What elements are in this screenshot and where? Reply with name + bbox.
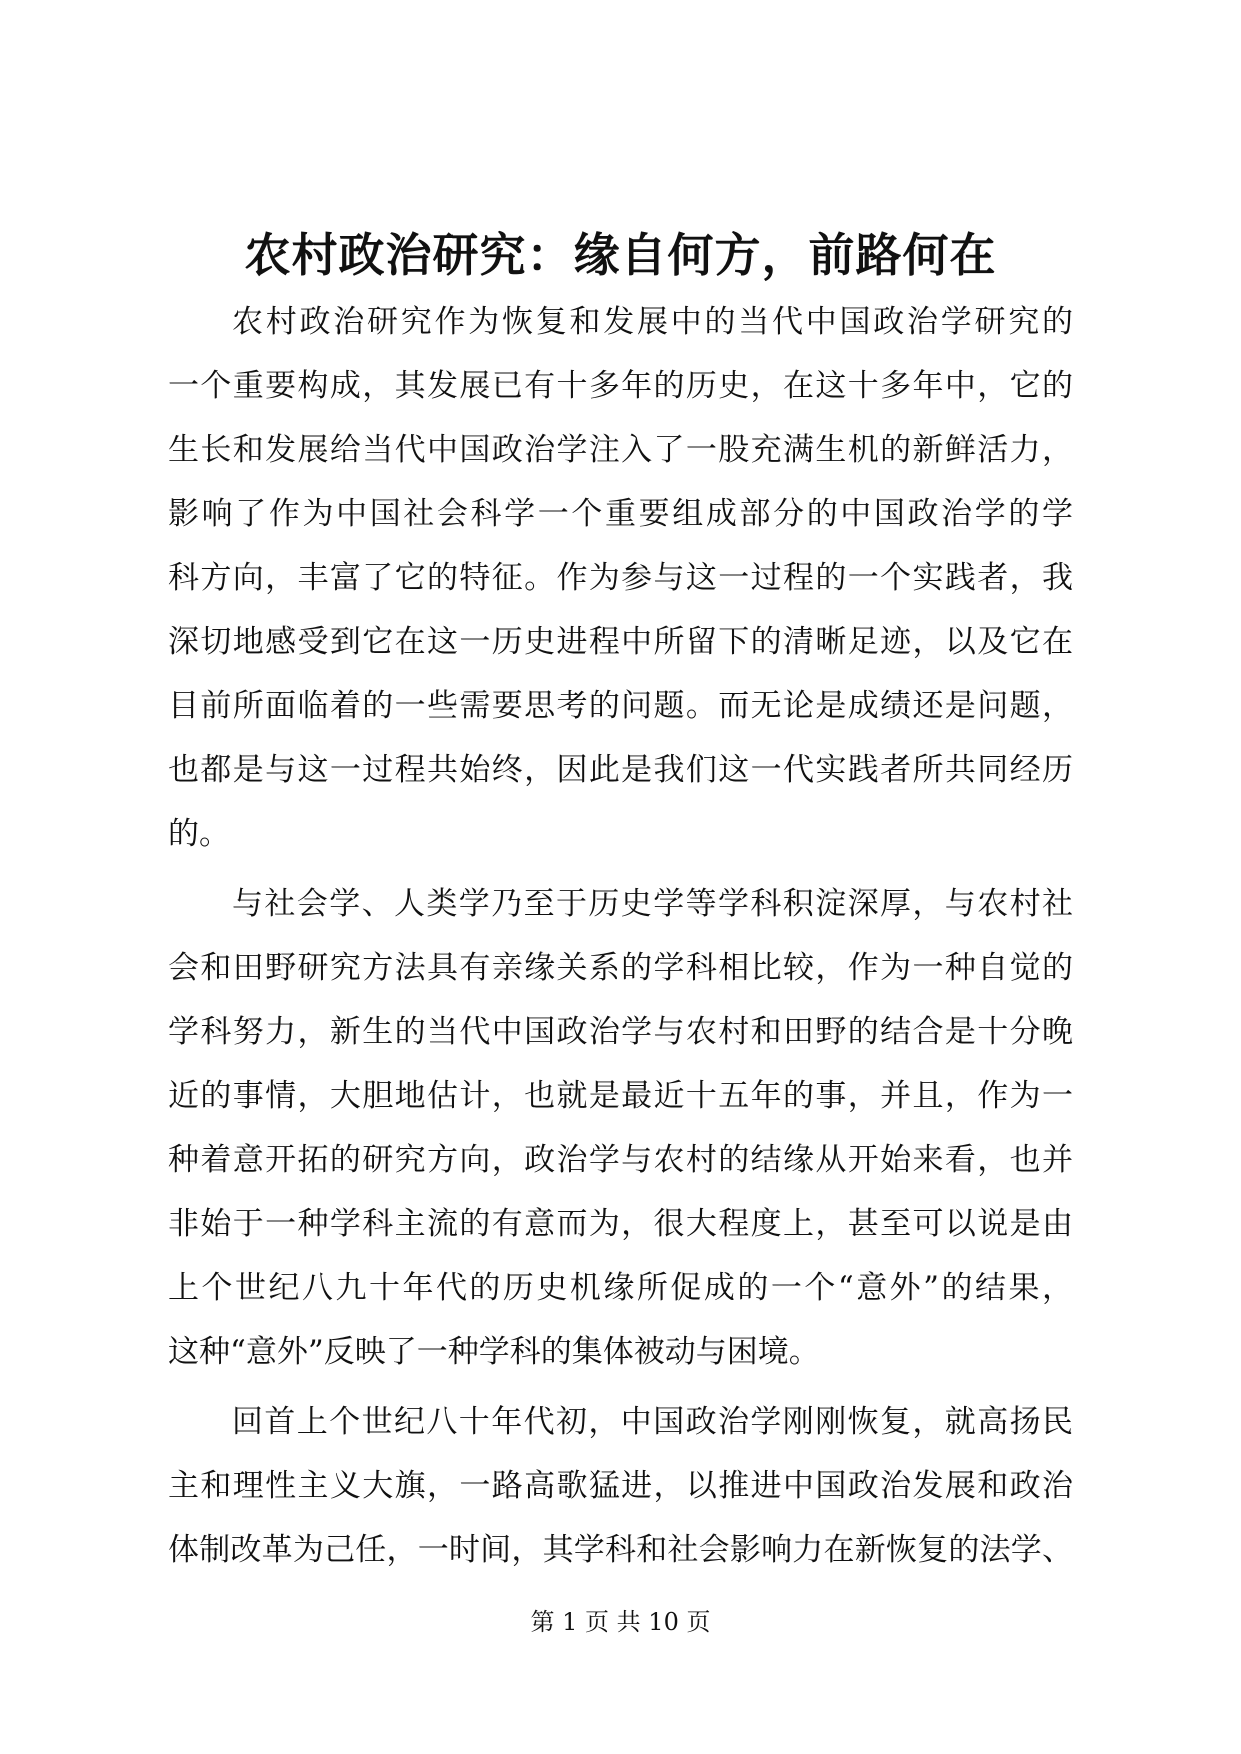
document-body xyxy=(168,290,1073,1588)
text-line: 影响了作为中国社会科学一个重要组成部分的中国政治学的学 xyxy=(168,496,1073,532)
text-line: 科方向，丰富了它的特征。作为参与这一过程的一个实践者，我 xyxy=(168,560,1073,596)
text-line: 上个世纪八九十年代的历史机缘所促成的一个“意外”的结果， xyxy=(168,1270,1073,1306)
text-line: 种着意开拓的研究方向，政治学与农村的结缘从开始来看，也并 xyxy=(168,1142,1073,1178)
text-line: 的。 xyxy=(168,816,230,852)
text-line: 深切地感受到它在这一历史进程中所留下的清晰足迹，以及它在 xyxy=(168,624,1073,660)
paragraph-3 xyxy=(168,1390,1073,1582)
text-line: 农村政治研究作为恢复和发展中的当代中国政治学研究的 xyxy=(232,304,1073,340)
text-line: 目前所面临着的一些需要思考的问题。而无论是成绩还是问题， xyxy=(168,688,1073,724)
text-line: 非始于一种学科主流的有意而为，很大程度上，甚至可以说是由 xyxy=(168,1206,1073,1242)
text-line: 体制改革为己任，一时间，其学科和社会影响力在新恢复的法学、 xyxy=(168,1532,1073,1568)
text-line: 生长和发展给当代中国政治学注入了一股充满生机的新鲜活力， xyxy=(168,432,1073,468)
text-line: 这种“意外”反映了一种学科的集体被动与困境。 xyxy=(168,1334,820,1370)
text-line: 回首上个世纪八十年代初，中国政治学刚刚恢复，就高扬民 xyxy=(232,1404,1073,1440)
page-number-footer: 第 1 页 共 10 页 xyxy=(530,1608,711,1636)
text-line: 学科努力，新生的当代中国政治学与农村和田野的结合是十分晚 xyxy=(168,1014,1073,1050)
text-line: 会和田野研究方法具有亲缘关系的学科相比较，作为一种自觉的 xyxy=(168,950,1073,986)
text-line: 主和理性主义大旗，一路高歌猛进，以推进中国政治发展和政治 xyxy=(168,1468,1073,1504)
text-line: 一个重要构成，其发展已有十多年的历史，在这十多年中，它的 xyxy=(168,368,1073,404)
document-title: 农村政治研究：缘自何方，前路何在 xyxy=(244,228,997,282)
text-line: 与社会学、人类学乃至于历史学等学科积淀深厚，与农村社 xyxy=(232,886,1073,922)
paragraph-1 xyxy=(168,290,1073,866)
text-line: 也都是与这一过程共始终，因此是我们这一代实践者所共同经历 xyxy=(168,752,1073,788)
paragraph-2 xyxy=(168,872,1073,1384)
text-line: 近的事情，大胆地估计，也就是最近十五年的事，并且，作为一 xyxy=(168,1078,1073,1114)
